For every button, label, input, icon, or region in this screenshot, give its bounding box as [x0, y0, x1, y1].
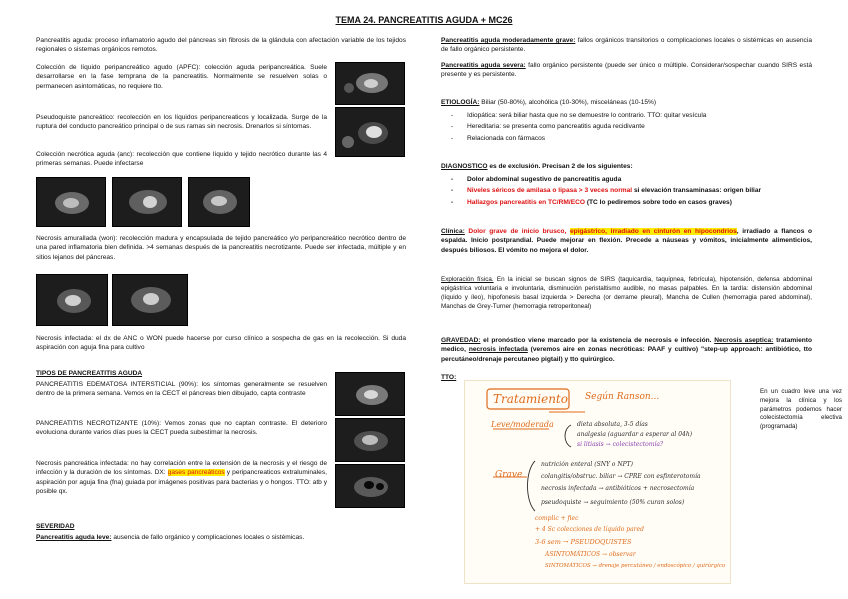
etiologia-text: Biliar (50-80%), alcohólica (10-30%), misceláneas (10-15%) — [479, 99, 657, 106]
note-leve-2: analgesia (aguardar a esperar al 04h) — [577, 431, 693, 438]
exploracion-paragraph — [441, 276, 812, 312]
diagnostico-text: es de exclusión. Precisan 2 de los siguientes: — [487, 163, 633, 170]
ct-image-anc-2 — [112, 177, 182, 227]
ct-image-edematosa — [335, 372, 405, 416]
severa-paragraph — [441, 61, 812, 80]
anc-paragraph: Colección necrótica aguda (anc): recolección que contiene líquido y tejido necrótico durante las 4 primeras semanas. Puede infectarse — [36, 151, 327, 168]
clinica-paragraph — [441, 227, 812, 255]
gravedad-text-b: tratamiento medico, — [441, 337, 812, 354]
note-grave-3: necrosis infectada → antibióticos + necrosectomía — [541, 485, 695, 492]
apfc-paragraph: Colección de líquido peripancreático agudo (APFC): colección aguda peripancreática. Suele desarrollarse en la fase temprana de la pancreatitis. Normalmente se resuelven solas o permanecen asintomáticas, no requiere tto. — [36, 64, 327, 90]
clinica-label: Clínica: — [441, 228, 465, 235]
side-note: En un cuadro leve una vez mejora la clínica y los parámetros podemos hacer colecistectomía electiva (programada) — [760, 388, 842, 431]
list-item: - Idiopática: será biliar hasta que no se demuestre lo contrario. TTO: quitar vesícula — [441, 111, 812, 120]
page-title: TEMA 24. PANCREATITIS AGUDA + MC26 — [335, 15, 513, 25]
tipos-heading: TIPOS DE PANCREATITIS AGUDA — [36, 370, 143, 377]
note-grave-4: pseudoquiste → seguimiento (50% curan solos) — [541, 499, 685, 506]
diag-3-red: Hallazgos pancreatitis en TC/RM/ECO — [467, 198, 585, 206]
severa-label: Pancreatitis aguda severa: — [441, 62, 526, 69]
exploracion-text: En la inicial se buscan signos de SIRS (taquicardia, taquipnea, febrícula), hipotensión, defensa abdominal epigástrica voluntaria e involuntaria, disminución peristaltismo audible, no masas palpables. En la tardía: distensión abdominal (líquido y íleo), hipofonesis basal izquierda > Derecha (or derrame pleural), Mancha de Cullen (hemorragia pared abdominal), Manchas de Grey-Turner (hemorragia retroperitoneal) — [441, 276, 813, 310]
diag-2-red: Niveles séricos de amilasa o lipasa > 3 veces normal — [467, 187, 633, 195]
ct-image-pseudoquiste — [335, 107, 405, 157]
list-item — [441, 186, 812, 195]
diagnostico-heading — [441, 162, 812, 171]
necrosis-aseptica-label: Necrosis aseptica: — [714, 337, 774, 344]
list-item: - Hereditaria: se presenta como pancreatitis aguda recidivante — [441, 122, 812, 131]
diagnostico-list — [441, 175, 812, 207]
moderada-paragraph — [441, 36, 812, 55]
etiologia-label: ETIOLOGÍA: — [441, 99, 480, 106]
note-line-3: 3-6 sem → PSEUDOQUISTES — [535, 538, 632, 546]
diag-1-text: Dolor abdominal sugestivo de pancreatitis aguda — [467, 176, 622, 183]
diag-2-rest: si elevación transaminasas: origen biliar — [632, 187, 762, 195]
note-leve-label: Leve/moderada — [491, 420, 554, 429]
note-line-2: + 4 Sc colecciones de líquido pared — [535, 526, 644, 533]
note-leve-1: dieta absoluta, 3-5 días — [577, 421, 648, 428]
clinica-highlight: epigástrico, irradiado en cinturón en hipocondrios — [570, 228, 737, 235]
infectada-tipo-text-a: Necrosis pancreática infectada: no hay correlación entre la extensión de la necrosis y el riesgo de infección y la duración de los síntomas. DX: — [36, 460, 327, 477]
ct-image-necrotizante — [335, 418, 405, 462]
ct-image-anc-1 — [36, 177, 106, 227]
ct-image-infectada — [335, 464, 405, 508]
clinica-red: Dolor grave de inicio brusco, — [464, 228, 570, 235]
necrosis-infectada-label: necrosis infectada — [468, 346, 528, 354]
moderada-label: Pancreatitis aguda moderadamente grave: — [441, 37, 576, 44]
note-grave-1: nutrición enteral (SNY o NPT) — [541, 461, 633, 468]
gases-highlight: gases pancreáticos — [167, 469, 225, 477]
ct-image-anc-3 — [188, 177, 250, 227]
ct-image-won-1 — [36, 274, 108, 326]
severa-text: fallo orgánico persistente (puede ser único o múltiple. Considerar/sospechar cuando SIRS está presente y es persistente. — [441, 62, 813, 79]
note-line-1: complic + fiec — [535, 515, 579, 522]
diagnostico-label: DIAGNOSTICO — [441, 163, 488, 170]
leve-paragraph — [36, 533, 406, 542]
note-heading: Tratamiento — [493, 392, 568, 406]
ct-image-won-2 — [112, 274, 188, 326]
edematosa-paragraph: PANCREATITIS EDEMATOSA INTERSTICIAL (90%): los síntomas generalmente se resuelven dentro de la primera semana. Vemos en la CECT el páncreas bien dibujado, capta contraste — [36, 381, 327, 398]
list-item — [441, 198, 812, 207]
infectada-tipo-text-b: y peripancreaticos extraluminales, aspiración por aguja fina (fna) guiada por imágenes positivas para bacterias y o hongos. TTO: atb y posible qx. — [36, 469, 327, 496]
note-heading-2: Según Ranson... — [585, 392, 660, 402]
severidad-heading: SEVERIDAD — [36, 523, 75, 530]
won-paragraph: Necrosis amurallada (won): recolección madura y encapsulada de tejido pancreático y/o peripancreático necrótico dentro de una pared inflamatoria bien definida. >4 semanas después de la pancreatitis necrotizante. Puede ser infectada, múltiple y en sitios lejanos del páncreas. — [36, 235, 406, 261]
gravedad-text-a: el pronóstico viene marcado por la existencia de necrosis e infección. — [480, 337, 715, 344]
handwritten-treatment-note — [464, 380, 731, 584]
leve-text: ausencia de fallo orgánico y complicaciones locales o sistémicas. — [111, 534, 305, 541]
gravedad-label: GRAVEDAD: — [441, 337, 481, 344]
necrotizante-paragraph: PANCREATITIS NECROTIZANTE (10%): Vemos zonas que no captan contraste. El deterioro evoluciona durante varios días pues la CECT pueda subestimar la necrosis. — [36, 420, 327, 437]
gravedad-paragraph — [441, 336, 812, 364]
tto-heading: TTO: — [441, 374, 457, 381]
intro-paragraph: Pancreatitis aguda: proceso inflamatorio agudo del páncreas sin fibrosis de la glándula con afectación variable de los tejidos regionales o sistemas orgánicos remotos. — [36, 37, 406, 54]
moderada-text: fallos orgánicos transitorios o complicaciones locales o sistémicas en ausencia de fallo orgánico persistente. — [441, 37, 812, 54]
list-item — [441, 175, 812, 184]
clinica-rest: , irradiado a flancos o espalda. Inicio postprandial. Puede mejorar en flexión. Precede a náuseas y vómitos, inicialmente alimenticios, después biliosos. El vómito no mejora el dolor. — [441, 228, 813, 254]
infectada-tipo-paragraph — [36, 459, 327, 496]
diag-3-rest: (TC lo pediremos sobre todo en casos graves) — [584, 198, 732, 206]
pseudoquiste-paragraph: Pseudoquiste pancreático: recolección en los líquidos peripancreaticos y localizada. Surge de la ruptura del conducto pancreático principal o de sus ramas sin necrosis. Drenarlos si síntomas. — [36, 114, 327, 131]
ct-image-apfc — [335, 62, 405, 105]
leve-label: Pancreatitis aguda leve: — [36, 534, 112, 541]
infectada-paragraph: Necrosis infectada: el dx de ANC o WON puede hacerse por curso clínico a sospecha de gas en la recolección. Si duda aspiración con aguja fina para cultivo — [36, 335, 406, 352]
note-grave-2: colangitis/obstruc. biliar → CPRE con esfinterotomía — [541, 473, 701, 480]
note-leve-3: si litiasis → colecistectomía? — [577, 441, 664, 448]
exploracion-label: Exploración física. — [441, 276, 494, 283]
etiologia-heading — [441, 98, 812, 107]
note-line-5: SINTOMÁTICOS → drenaje percutáneo / endoscópico / quirúrgico — [545, 563, 726, 569]
gravedad-text-c: (veremos aire en zonas necróticas: PAAF y cultivo) "step-up approach: antibiótico, tto percutáneo/drenaje percutaneo pigtail) y tto quirúrgico. — [441, 346, 813, 363]
etiologia-list — [441, 111, 812, 143]
note-grave-label: Grave — [495, 470, 523, 480]
list-item: - Relacionada con fármacos — [441, 134, 812, 143]
note-line-4: ASINTOMÁTICOS → observar — [545, 551, 636, 558]
